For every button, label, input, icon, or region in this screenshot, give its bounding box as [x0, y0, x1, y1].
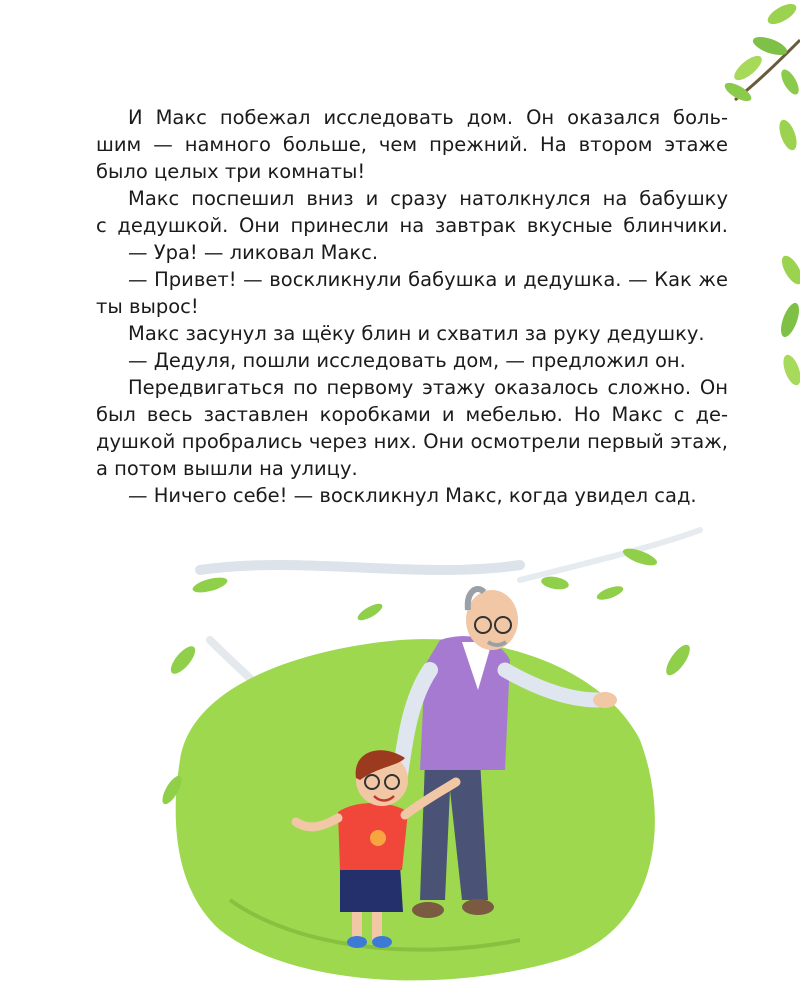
paragraph-1	[96, 104, 728, 185]
paragraph-2	[96, 185, 728, 239]
text-line: ты вырос!	[96, 295, 199, 318]
text-line: было целых три комнаты!	[96, 160, 366, 183]
text-line: Передвигаться по первому этажу оказалось сложно. Он	[128, 376, 728, 399]
branch-top-right	[722, 0, 800, 152]
story-text	[96, 104, 728, 509]
paragraph-7	[96, 374, 728, 482]
branch-mid-right	[777, 253, 800, 388]
text-line: Макс засунул за щёку блин и схватил за руку дедушку.	[128, 322, 705, 345]
text-line: — Ура! — ликовал Макс.	[128, 241, 379, 264]
paragraph-6	[96, 347, 728, 374]
paragraph-8	[96, 482, 728, 509]
text-line: И Макс побежал исследовать дом. Он оказался боль-	[128, 106, 728, 129]
paragraph-5	[96, 320, 728, 347]
text-line: душкой пробрались через них. Они осмотрели первый этаж,	[96, 430, 728, 453]
paragraph-3	[96, 239, 728, 266]
text-line: а потом вышли на улицу.	[96, 457, 358, 480]
garden-illustration	[159, 530, 700, 980]
text-line: — Дедуля, пошли исследовать дом, — предложил он.	[128, 349, 686, 372]
text-line: с дедушкой. Они принесли на завтрак вкусные блинчики.	[96, 214, 728, 237]
text-line: был весь заставлен коробками и мебелью. Но Макс с де-	[96, 403, 728, 426]
text-line: Макс поспешил вниз и сразу натолкнулся на бабушку	[128, 187, 728, 210]
text-line: шим — намного больше, чем прежний. На втором этаже	[96, 133, 728, 156]
text-line: — Привет! — воскликнули бабушка и дедушка. — Как же	[128, 268, 728, 291]
text-line: — Ничего себе! — воскликнул Макс, когда увидел сад.	[128, 484, 697, 507]
paragraph-4	[96, 266, 728, 320]
